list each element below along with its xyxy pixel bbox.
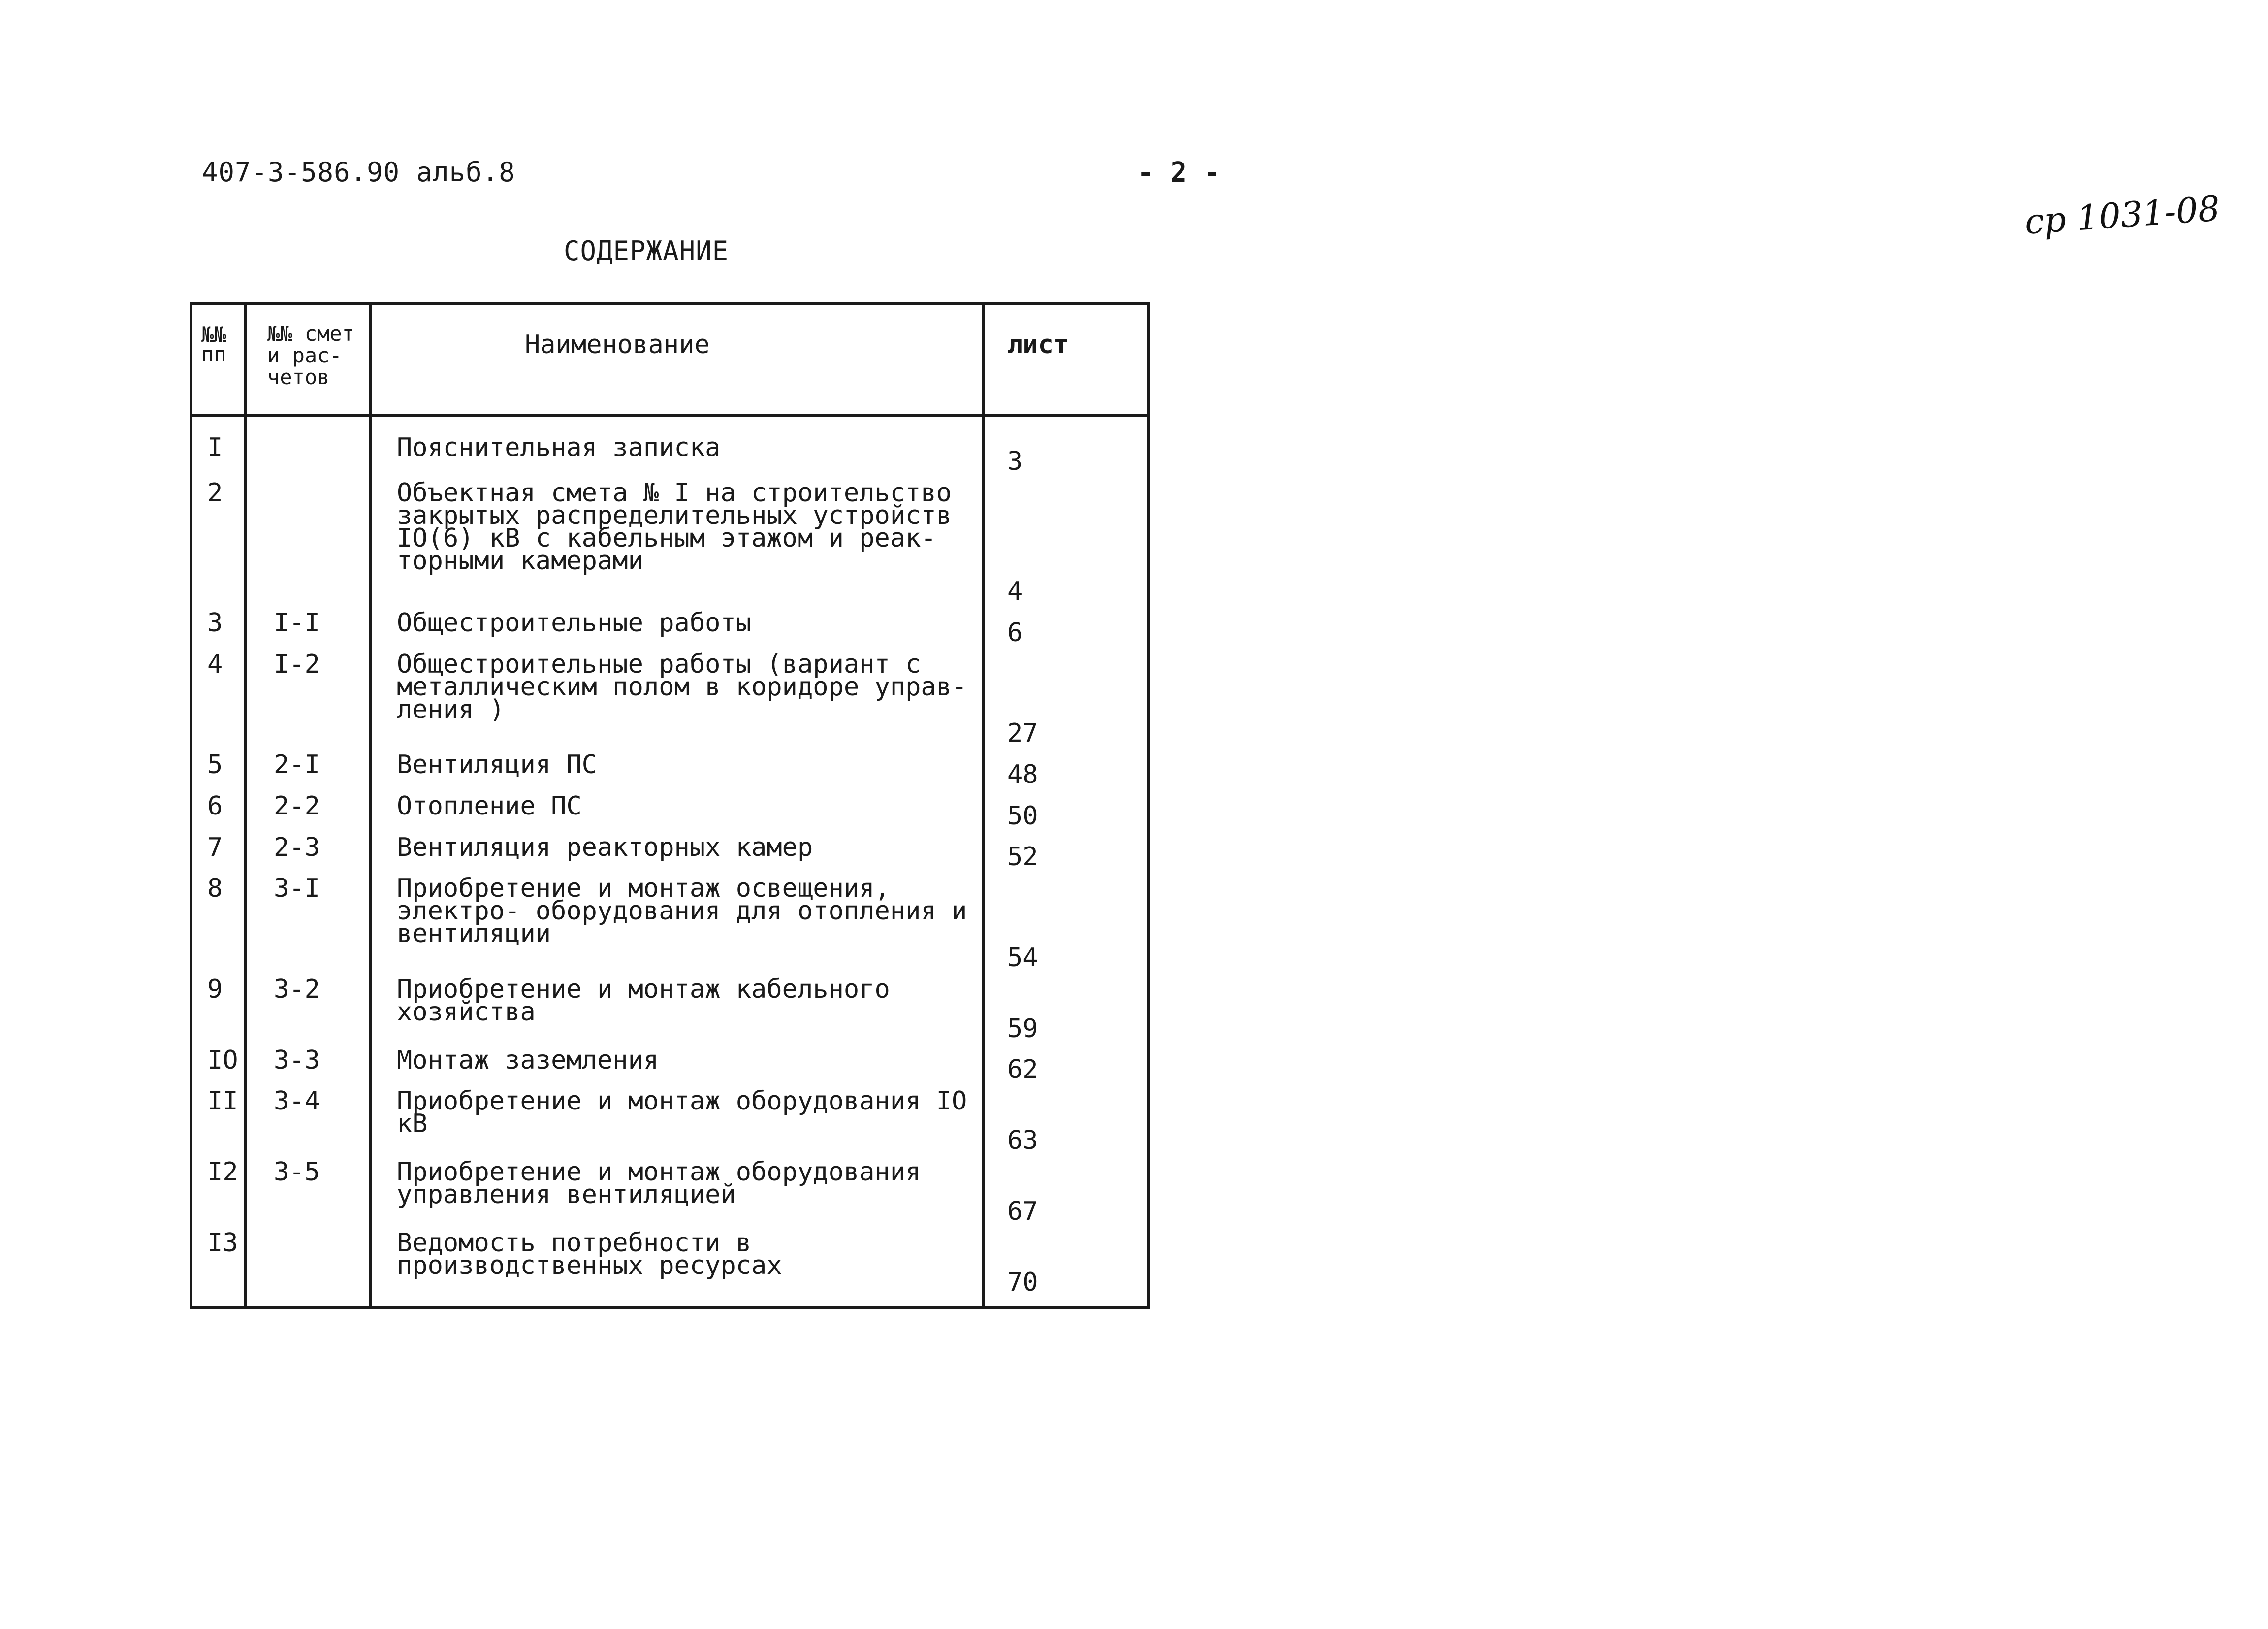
table-body — [191, 415, 1149, 1307]
row-estimate-code: 2-3 — [245, 827, 371, 869]
row-estimate-code: 2-I — [245, 745, 371, 786]
document-code: 407-3-586.90 альб.8 — [202, 157, 515, 188]
column-header-sheet: лист — [984, 304, 1149, 415]
empty-cell — [245, 1294, 371, 1307]
row-sheet: 59 — [984, 969, 1149, 1040]
row-estimate-code: 3-5 — [245, 1152, 371, 1223]
row-estimate-code — [245, 473, 371, 603]
table-header-row — [191, 304, 1149, 415]
row-sheet: 63 — [984, 1081, 1149, 1152]
table-row — [191, 868, 1149, 969]
contents-table — [190, 302, 1150, 1309]
row-number: I3 — [191, 1223, 245, 1294]
empty-cell — [191, 1294, 245, 1307]
table-row — [191, 745, 1149, 786]
table-row — [191, 415, 1149, 473]
row-number: 5 — [191, 745, 245, 786]
row-sheet: 67 — [984, 1152, 1149, 1223]
row-number: IO — [191, 1040, 245, 1081]
table-row — [191, 603, 1149, 644]
table-row — [191, 473, 1149, 603]
row-number: 6 — [191, 786, 245, 827]
table-row — [191, 1081, 1149, 1152]
row-number: 4 — [191, 644, 245, 745]
row-sheet: 3 — [984, 415, 1149, 473]
row-name: Вентиляция реакторных камер — [371, 827, 984, 869]
row-sheet: 4 — [984, 473, 1149, 603]
row-name: Пояснительная записка — [371, 415, 984, 473]
row-number: I — [191, 415, 245, 473]
row-sheet: 54 — [984, 868, 1149, 969]
table-row — [191, 969, 1149, 1040]
row-name: Приобретение и монтаж оборудования управления вентиляцией — [371, 1152, 984, 1223]
row-number: I2 — [191, 1152, 245, 1223]
row-number: 8 — [191, 868, 245, 969]
row-estimate-code: 3-2 — [245, 969, 371, 1040]
row-name: Приобретение и монтаж оборудования IO кВ — [371, 1081, 984, 1152]
row-estimate-code — [245, 1223, 371, 1294]
page-title: СОДЕРЖАНИЕ — [564, 235, 729, 266]
row-name: Ведомость потребности в производственных ресурсах — [371, 1223, 984, 1294]
row-name: Вентиляция ПС — [371, 745, 984, 786]
row-sheet: 48 — [984, 745, 1149, 786]
table-row — [191, 1040, 1149, 1081]
page-number: - 2 - — [1137, 157, 1220, 189]
row-sheet: 6 — [984, 603, 1149, 644]
row-estimate-code: 3-3 — [245, 1040, 371, 1081]
column-header-number: №№ пп — [191, 304, 245, 415]
table-row — [191, 827, 1149, 869]
table-row — [191, 1152, 1149, 1223]
row-number: 7 — [191, 827, 245, 869]
row-estimate-code: 3-I — [245, 868, 371, 969]
row-sheet: 27 — [984, 644, 1149, 745]
row-number: II — [191, 1081, 245, 1152]
row-name: Приобретение и монтаж кабельного хозяйства — [371, 969, 984, 1040]
row-sheet: 62 — [984, 1040, 1149, 1081]
row-number: 3 — [191, 603, 245, 644]
row-name: Отопление ПС — [371, 786, 984, 827]
row-estimate-code: I-I — [245, 603, 371, 644]
table-row — [191, 786, 1149, 827]
row-name: Общестроительные работы — [371, 603, 984, 644]
table-filler-row — [191, 1294, 1149, 1307]
row-sheet: 50 — [984, 786, 1149, 827]
row-sheet: 70 — [984, 1223, 1149, 1294]
table-row — [191, 644, 1149, 745]
row-name: Монтаж заземления — [371, 1040, 984, 1081]
row-estimate-code: 2-2 — [245, 786, 371, 827]
row-estimate-code: 3-4 — [245, 1081, 371, 1152]
row-number: 2 — [191, 473, 245, 603]
row-name: Объектная смета № I на строительство закрытых распределительных устройств IO(6) кВ с кабельным этажом и реак- торными камерами — [371, 473, 984, 603]
handwritten-note: ср 1031-08 — [2023, 188, 2221, 242]
row-name: Общестроительные работы (вариант с металлическим полом в коридоре управ- ления ) — [371, 644, 984, 745]
table-row — [191, 1223, 1149, 1294]
row-sheet: 52 — [984, 827, 1149, 869]
column-header-name: Наименование — [371, 304, 984, 415]
row-estimate-code: I-2 — [245, 644, 371, 745]
row-number: 9 — [191, 969, 245, 1040]
row-estimate-code — [245, 415, 371, 473]
empty-cell — [371, 1294, 984, 1307]
row-name: Приобретение и монтаж освещения, электро- оборудования для отопления и вентиляции — [371, 868, 984, 969]
column-header-estimate-code: №№ смет и рас- четов — [245, 304, 371, 415]
